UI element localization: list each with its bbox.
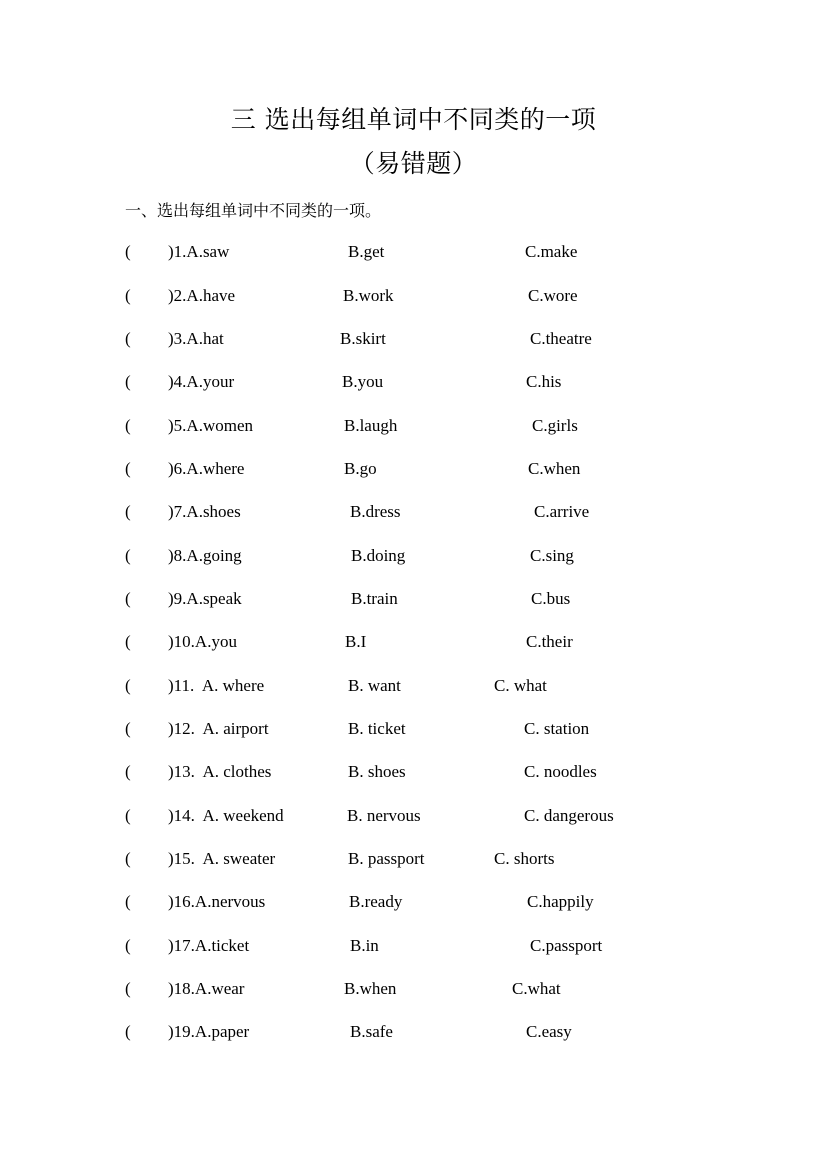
option-a: )14. A. weekend xyxy=(168,806,284,825)
option-b: B.ready xyxy=(349,892,403,911)
option-a: )12. A. airport xyxy=(168,719,269,738)
question-row xyxy=(0,934,827,958)
answer-blank[interactable]: ( xyxy=(125,892,131,911)
section-instruction: 一、选出每组单词中不同类的一项。 xyxy=(125,201,382,220)
option-a: )16.A.nervous xyxy=(168,892,266,911)
option-c: C.theatre xyxy=(530,329,592,348)
answer-blank[interactable]: ( xyxy=(125,502,131,521)
question-row xyxy=(0,370,827,394)
option-c: C.happily xyxy=(527,892,594,911)
option-b: B.laugh xyxy=(344,416,398,435)
option-c: C.make xyxy=(525,242,578,261)
answer-blank[interactable]: ( xyxy=(125,589,131,608)
question-row xyxy=(0,327,827,351)
option-a: )13. A. clothes xyxy=(168,762,272,781)
option-b: B.train xyxy=(351,589,398,608)
option-c: C.wore xyxy=(528,286,578,305)
answer-blank[interactable]: ( xyxy=(125,546,131,565)
page-title: 三 选出每组单词中不同类的一项 xyxy=(230,105,597,134)
option-b: B.you xyxy=(342,372,384,391)
option-a: )8.A.going xyxy=(168,546,242,565)
question-row xyxy=(0,240,827,264)
option-b: B.in xyxy=(350,936,379,955)
option-c: C.passport xyxy=(530,936,603,955)
question-row xyxy=(0,457,827,481)
option-a: )18.A.wear xyxy=(168,979,245,998)
question-row xyxy=(0,1020,827,1044)
answer-blank[interactable]: ( xyxy=(125,329,131,348)
option-c: C. what xyxy=(494,676,547,695)
question-row xyxy=(0,630,827,654)
option-b: B. passport xyxy=(348,849,425,868)
question-row xyxy=(0,414,827,438)
option-b: B.skirt xyxy=(340,329,386,348)
option-a: )19.A.paper xyxy=(168,1022,250,1041)
answer-blank[interactable]: ( xyxy=(125,719,131,738)
answer-blank[interactable]: ( xyxy=(125,979,131,998)
option-c: C.sing xyxy=(530,546,574,565)
answer-blank[interactable]: ( xyxy=(125,372,131,391)
question-row xyxy=(0,674,827,698)
option-a: )4.A.your xyxy=(168,372,235,391)
option-a: )15. A. sweater xyxy=(168,849,276,868)
answer-blank[interactable]: ( xyxy=(125,676,131,695)
option-c: C.arrive xyxy=(534,502,590,521)
page-subtitle: （易错题） xyxy=(349,149,478,178)
option-b: B.work xyxy=(343,286,394,305)
option-b: B. nervous xyxy=(347,806,421,825)
answer-blank[interactable]: ( xyxy=(125,762,131,781)
option-c: C.their xyxy=(526,632,573,651)
question-row xyxy=(0,284,827,308)
answer-blank[interactable]: ( xyxy=(125,459,131,478)
option-a: )1.A.saw xyxy=(168,242,230,261)
option-c: C.girls xyxy=(532,416,578,435)
option-b: B.doing xyxy=(351,546,406,565)
question-row xyxy=(0,847,827,871)
answer-blank[interactable]: ( xyxy=(125,242,131,261)
answer-blank[interactable]: ( xyxy=(125,849,131,868)
question-row xyxy=(0,717,827,741)
option-b: B. ticket xyxy=(348,719,406,738)
option-c: C. shorts xyxy=(494,849,555,868)
question-row xyxy=(0,544,827,568)
option-a: )5.A.women xyxy=(168,416,253,435)
question-row xyxy=(0,760,827,784)
answer-blank[interactable]: ( xyxy=(125,1022,131,1041)
option-a: )17.A.ticket xyxy=(168,936,250,955)
question-row xyxy=(0,500,827,524)
question-row xyxy=(0,804,827,828)
option-b: B.I xyxy=(345,632,367,651)
option-b: B. shoes xyxy=(348,762,406,781)
option-c: C.his xyxy=(526,372,562,391)
option-b: B.go xyxy=(344,459,377,478)
question-row xyxy=(0,890,827,914)
option-c: C.when xyxy=(528,459,581,478)
answer-blank[interactable]: ( xyxy=(125,286,131,305)
option-b: B.when xyxy=(344,979,397,998)
option-a: )6.A.where xyxy=(168,459,245,478)
answer-blank[interactable]: ( xyxy=(125,632,131,651)
option-a: )3.A.hat xyxy=(168,329,224,348)
answer-blank[interactable]: ( xyxy=(125,806,131,825)
option-b: B.get xyxy=(348,242,385,261)
option-c: C.what xyxy=(512,979,561,998)
option-a: )2.A.have xyxy=(168,286,236,305)
answer-blank[interactable]: ( xyxy=(125,416,131,435)
question-row xyxy=(0,587,827,611)
option-b: B.safe xyxy=(350,1022,393,1041)
option-a: )11. A. where xyxy=(168,676,265,695)
option-c: C.bus xyxy=(531,589,571,608)
option-a: )10.A.you xyxy=(168,632,237,651)
option-c: C. dangerous xyxy=(524,806,614,825)
option-a: )9.A.speak xyxy=(168,589,242,608)
option-b: B.dress xyxy=(350,502,401,521)
option-c: C. noodles xyxy=(524,762,597,781)
option-b: B. want xyxy=(348,676,401,695)
option-a: )7.A.shoes xyxy=(168,502,241,521)
answer-blank[interactable]: ( xyxy=(125,936,131,955)
question-row xyxy=(0,977,827,1001)
option-c: C. station xyxy=(524,719,590,738)
option-c: C.easy xyxy=(526,1022,572,1041)
